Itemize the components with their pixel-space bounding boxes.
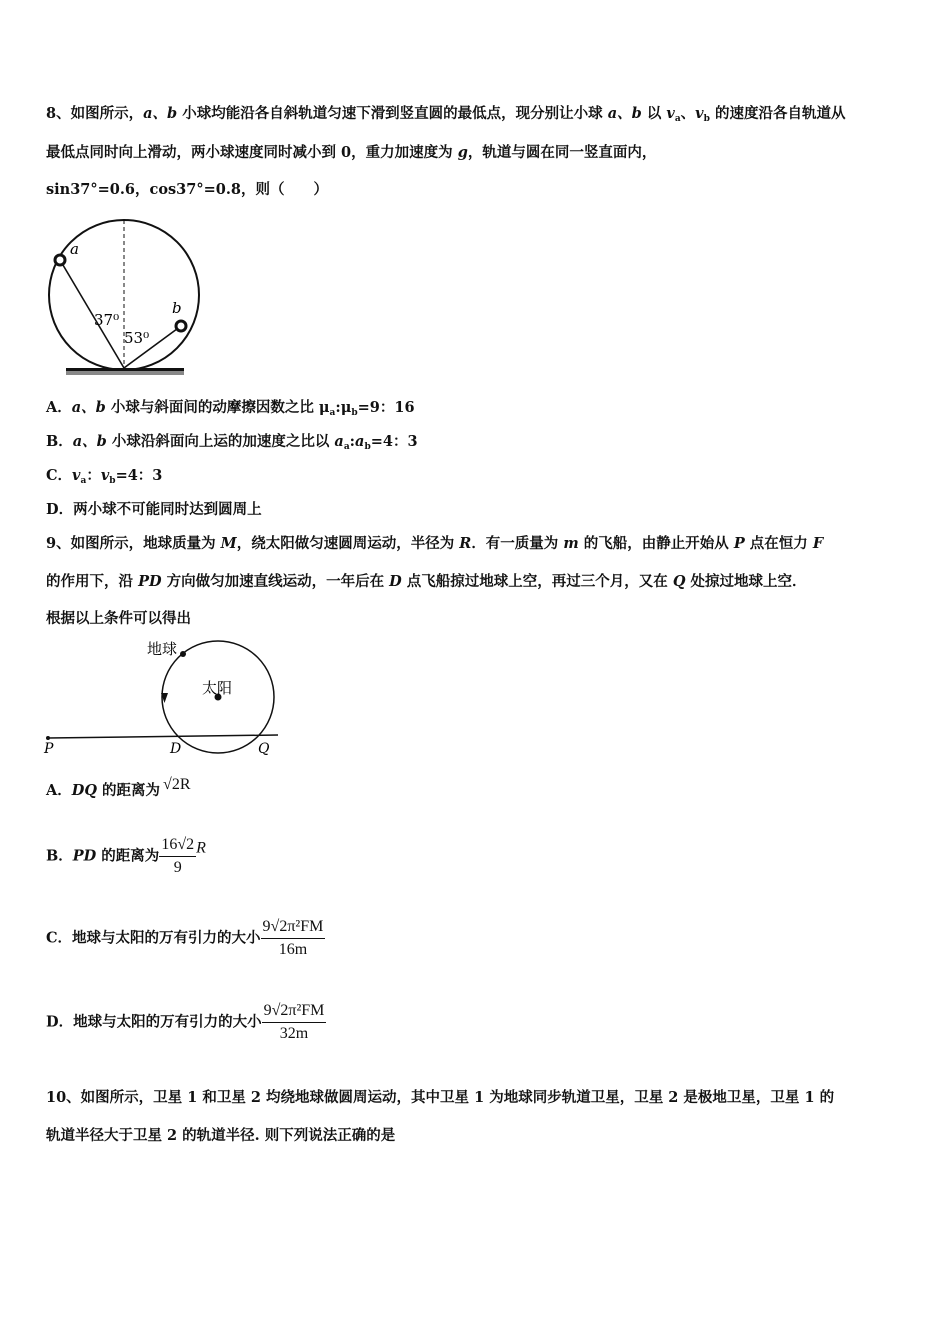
var-m: m xyxy=(563,535,579,552)
q9-line-1 xyxy=(46,532,823,553)
q8-option-d[interactable]: D．两小球不可能同时达到圆周上 xyxy=(46,501,262,518)
q9-text: 的作用下，沿 xyxy=(46,573,139,590)
option-text: : xyxy=(349,433,356,450)
q9-option-a[interactable] xyxy=(46,776,191,800)
subscript: a xyxy=(674,114,681,124)
q9-option-b[interactable] xyxy=(46,836,206,877)
option-letter: C． xyxy=(46,467,73,484)
subscript: a xyxy=(343,442,350,452)
fraction xyxy=(159,836,196,877)
subscript: a xyxy=(329,408,336,418)
math-expression: √2R xyxy=(163,776,191,793)
q9-option-c[interactable] xyxy=(46,918,325,959)
q8-option-a[interactable] xyxy=(46,396,415,418)
var-PD: PD xyxy=(138,573,162,590)
ball-b xyxy=(176,321,186,331)
subscript: a xyxy=(80,476,87,486)
option-text: D．地球与太阳的万有引力的大小 xyxy=(46,1013,262,1031)
option-letter: A． xyxy=(46,782,72,799)
q8-var-vb: v xyxy=(695,105,704,122)
point-P xyxy=(46,736,50,740)
var-M: M xyxy=(220,535,237,552)
q9-text: 点飞船掠过地球上空，再过三个月，又在 xyxy=(401,573,673,590)
q8-option-c[interactable] xyxy=(46,464,162,486)
var: DQ xyxy=(71,782,97,799)
option-letter: A． xyxy=(46,399,72,416)
q10-line-1: 10、如图所示，卫星 1 和卫星 2 均绕地球做圆周运动，其中卫星 1 为地球同步轨道卫星，卫星 2 是极地卫星，卫星 1 的 xyxy=(46,1089,835,1106)
ball-a xyxy=(55,255,65,265)
label-sun: 太阳 xyxy=(202,679,233,697)
q10-line-2: 轨道半径大于卫星 2 的轨道半径. 则下列说法正确的是 xyxy=(46,1127,396,1144)
subscript: b xyxy=(364,442,371,452)
q8-text: 的速度沿各自轨道从 xyxy=(709,105,846,122)
option-text: =9：16 xyxy=(357,399,415,416)
q8-option-b[interactable] xyxy=(46,430,418,452)
q8-text: 以 xyxy=(641,105,667,122)
var-D: D xyxy=(389,573,402,590)
q9-line-3: 根据以上条件可以得出 xyxy=(46,610,191,627)
option-text: :μ xyxy=(335,399,352,416)
option-letter: B． xyxy=(46,847,73,865)
q8-var-g: g xyxy=(457,144,468,161)
q9-text: 点在恒力 xyxy=(744,535,813,552)
q8-text: 小球均能沿各自斜轨道匀速下滑到竖直圆的最低点，现分别让小球 xyxy=(177,105,608,122)
q9-text: ．有一质量为 xyxy=(471,535,564,552)
var: v xyxy=(100,467,110,484)
var-R: R xyxy=(196,839,206,857)
q9-text: 处掠过地球上空． xyxy=(685,573,807,590)
label-P: P xyxy=(44,741,54,757)
label-a: a xyxy=(70,240,79,258)
numerator: 16√2 xyxy=(159,836,196,857)
var-P: P xyxy=(733,535,745,552)
angle-37: 37⁰ xyxy=(94,311,120,329)
q8-var-ab: a、b xyxy=(143,105,178,122)
subscript: b xyxy=(703,114,710,124)
q8-var-ab: a、b xyxy=(607,105,642,122)
q8-text: ，轨道与圆在同一竖直面内， xyxy=(467,144,657,161)
label-Q: Q xyxy=(258,741,270,757)
option-text: =4：3 xyxy=(370,433,418,450)
denominator: 32m xyxy=(279,1025,309,1042)
var: a、b xyxy=(71,399,106,416)
var: PD xyxy=(72,847,97,865)
numerator: 9√2π²FM xyxy=(262,1002,327,1023)
option-text: 的距离为 xyxy=(96,782,161,799)
earth-dot xyxy=(180,651,186,657)
option-text: ： xyxy=(86,467,101,484)
q9-text: 方向做匀加速直线运动，一年后在 xyxy=(161,573,390,590)
var-Q: Q xyxy=(672,573,686,590)
q8-var-va: v xyxy=(666,105,675,122)
q8-circle-figure xyxy=(44,210,214,380)
path-PQ xyxy=(48,735,278,738)
option-text: 的距离为 xyxy=(96,847,160,865)
q9-text: ，绕太阳做匀速圆周运动，半径为 xyxy=(236,535,460,552)
subscript: b xyxy=(109,476,116,486)
var: a xyxy=(334,433,344,450)
q9-line-2 xyxy=(46,570,807,591)
var: a、b xyxy=(72,433,107,450)
var: a xyxy=(355,433,365,450)
q9-orbit-figure xyxy=(40,635,290,760)
fraction xyxy=(261,918,326,959)
angle-53: 53⁰ xyxy=(124,329,150,347)
denominator: 16m xyxy=(278,941,308,958)
option-letter: B． xyxy=(46,433,73,450)
label-D: D xyxy=(170,741,182,757)
label-earth: 地球 xyxy=(147,640,178,658)
q9-text: 9、如图所示，地球质量为 xyxy=(46,535,221,552)
var: v xyxy=(72,467,81,484)
label-b: b xyxy=(172,299,182,317)
denominator: 9 xyxy=(173,859,182,876)
ground-hatch xyxy=(66,368,184,375)
fraction xyxy=(262,1002,327,1043)
option-text: C．地球与太阳的万有引力的大小 xyxy=(46,929,261,947)
var-R: R xyxy=(459,535,472,552)
q8-line-1 xyxy=(46,102,845,124)
separator: 、 xyxy=(680,105,696,122)
numerator: 9√2π²FM xyxy=(261,918,326,939)
q8-line-3: sin37°=0.6，cos37°=0.8，则（ ） xyxy=(46,181,328,198)
q9-text: 的飞船，由静止开始从 xyxy=(578,535,734,552)
option-text: 小球与斜面间的动摩擦因数之比 μ xyxy=(105,399,330,416)
option-text: 小球沿斜面向上运的加速度之比以 xyxy=(106,433,335,450)
q9-option-d[interactable] xyxy=(46,1002,326,1043)
q8-text: 最低点同时向上滑动，两小球速度同时减小到 0，重力加速度为 xyxy=(46,144,458,161)
q8-text: 8、如图所示， xyxy=(46,105,144,122)
var-F: F xyxy=(812,535,824,552)
option-text: =4：3 xyxy=(115,467,163,484)
q8-line-2 xyxy=(46,141,656,162)
subscript: b xyxy=(351,408,358,418)
